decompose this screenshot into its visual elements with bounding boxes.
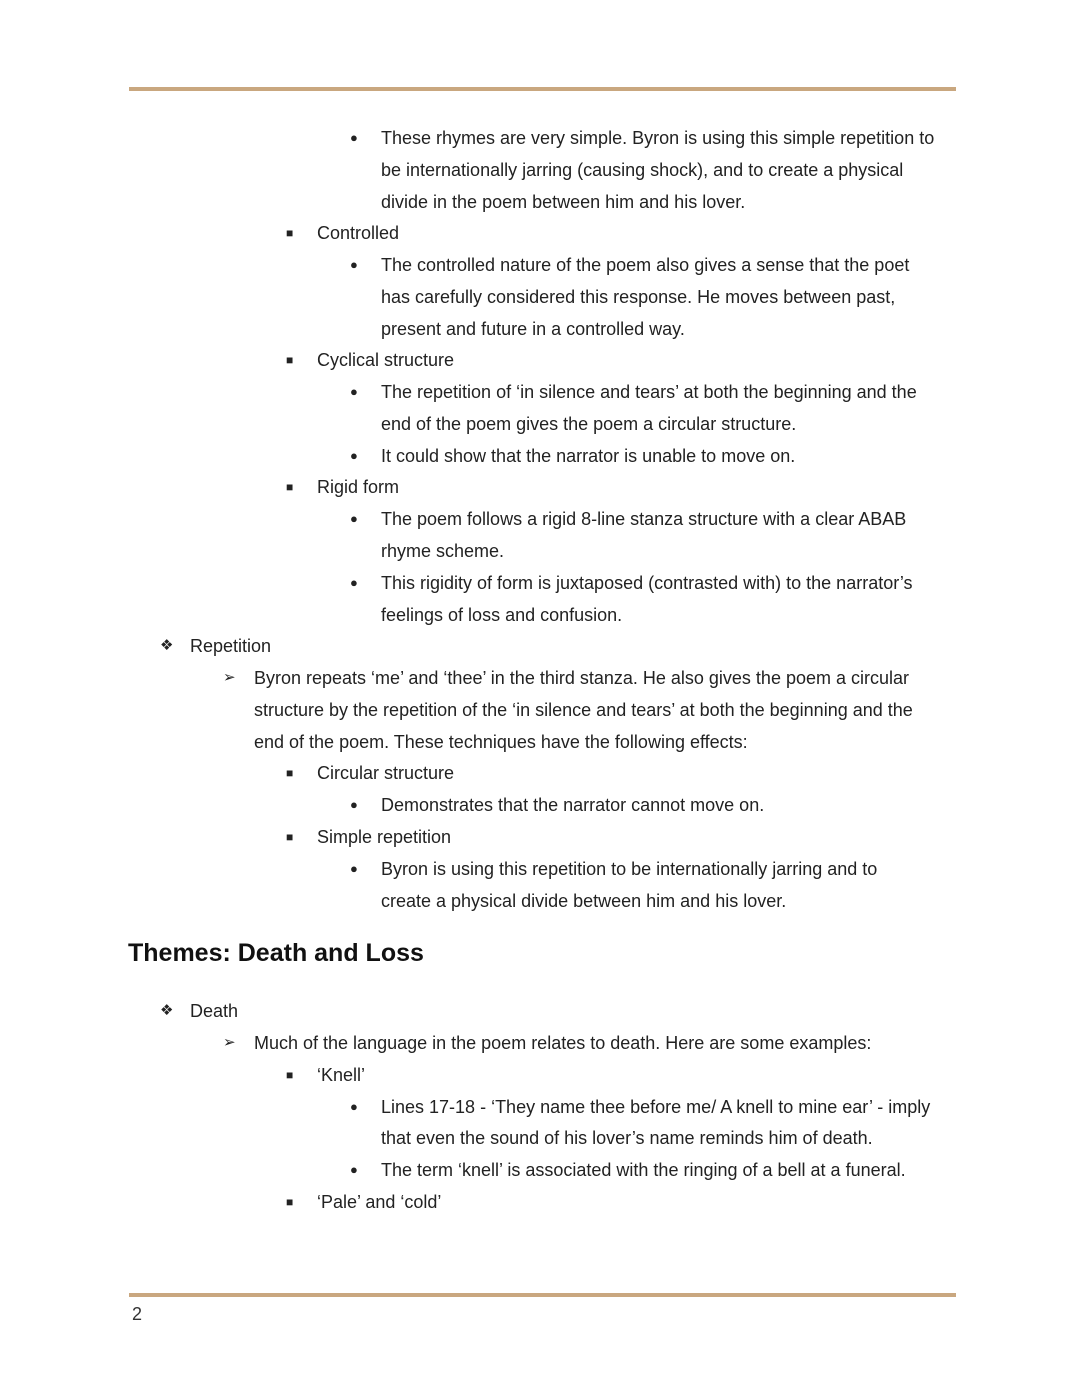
controlled-bullet-line-2: has carefully considered this response. He moves between past, [381, 287, 896, 307]
repetition-arrow-line-2: structure by the repetition of the ‘in silence and tears’ at both the beginning and the [254, 700, 913, 720]
bullet-dot: ● [350, 130, 358, 145]
knell-bullet-1-line-2: that even the sound of his lover’s name reminds him of death. [381, 1128, 873, 1148]
arrow-bullet-icon: ➢ [223, 669, 236, 686]
bullet-dot: ● [350, 797, 358, 812]
bullet-dot: ● [350, 511, 358, 526]
bullet-dot: ● [350, 1099, 358, 1114]
cyclical-bullet-1-line-1: The repetition of ‘in silence and tears’ at both the beginning and the [381, 382, 917, 402]
rhymes-bullet-line-3: divide in the poem between him and his lover. [381, 192, 746, 212]
bullet-dot: ● [350, 861, 358, 876]
simple-bullet-line-1: Byron is using this repetition to be internationally jarring and to [381, 859, 878, 879]
death-label: Death [190, 1001, 239, 1021]
arrow-bullet-icon: ➢ [223, 1034, 236, 1051]
cyclical-label: Cyclical structure [317, 350, 455, 370]
death-arrow-text: Much of the language in the poem relates to death. Here are some examples: [254, 1033, 872, 1053]
cyclical-bullet-2: It could show that the narrator is unable to move on. [381, 446, 796, 466]
controlled-label: Controlled [317, 223, 400, 243]
controlled-bullet-line-1: The controlled nature of the poem also gives a sense that the poet [381, 255, 910, 275]
repetition-arrow-line-1: Byron repeats ‘me’ and ‘thee’ in the third stanza. He also gives the poem a circular [254, 668, 910, 688]
bottom-divider [129, 1293, 956, 1297]
rhymes-bullet-line-2: be internationally jarring (causing shock), and to create a physical [381, 160, 904, 180]
bullet-square: ■ [286, 1068, 294, 1082]
knell-bullet-2: The term ‘knell’ is associated with the ringing of a bell at a funeral. [381, 1160, 906, 1180]
page-number: 2 [132, 1304, 143, 1324]
bullet-dot: ● [350, 257, 358, 272]
rigid-bullet-2-line-1: This rigidity of form is juxtaposed (contrasted with) to the narrator’s [381, 573, 913, 593]
knell-bullet-1-line-1: Lines 17-18 - ‘They name thee before me/ A knell to mine ear’ - imply [381, 1097, 931, 1117]
bullet-dot: ● [350, 1162, 358, 1177]
repetition-label: Repetition [190, 636, 272, 656]
bullet-square: ■ [286, 480, 294, 494]
bullet-square: ■ [286, 353, 294, 367]
knell-label: ‘Knell’ [317, 1065, 366, 1085]
bullet-square: ■ [286, 766, 294, 780]
bullet-square: ■ [286, 226, 294, 240]
top-divider [129, 87, 956, 91]
cyclical-bullet-1-line-2: end of the poem gives the poem a circular structure. [381, 414, 797, 434]
bullet-square: ■ [286, 1195, 294, 1209]
rigid-label: Rigid form [317, 477, 400, 497]
circular-bullet: Demonstrates that the narrator cannot move on. [381, 795, 765, 815]
diamond-bullet-icon: ❖ [160, 637, 174, 654]
bullet-dot: ● [350, 575, 358, 590]
diamond-bullet-icon: ❖ [160, 1002, 174, 1019]
rhymes-bullet-line-1: These rhymes are very simple. Byron is using this simple repetition to [381, 128, 935, 148]
circular-label: Circular structure [317, 763, 455, 783]
themes-heading: Themes: Death and Loss [128, 939, 424, 967]
bullet-dot: ● [350, 448, 358, 463]
simple-bullet-line-2: create a physical divide between him and his lover. [381, 891, 787, 911]
controlled-bullet-line-3: present and future in a controlled way. [381, 319, 685, 339]
bullet-dot: ● [350, 384, 358, 399]
simple-label: Simple repetition [317, 827, 452, 847]
pale-label: ‘Pale’ and ‘cold’ [317, 1192, 442, 1212]
rigid-bullet-2-line-2: feelings of loss and confusion. [381, 605, 623, 625]
rigid-bullet-1-line-1: The poem follows a rigid 8-line stanza structure with a clear ABAB [381, 509, 907, 529]
repetition-arrow-line-3: end of the poem. These techniques have the following effects: [254, 732, 748, 752]
bullet-square: ■ [286, 830, 294, 844]
rigid-bullet-1-line-2: rhyme scheme. [381, 541, 505, 561]
